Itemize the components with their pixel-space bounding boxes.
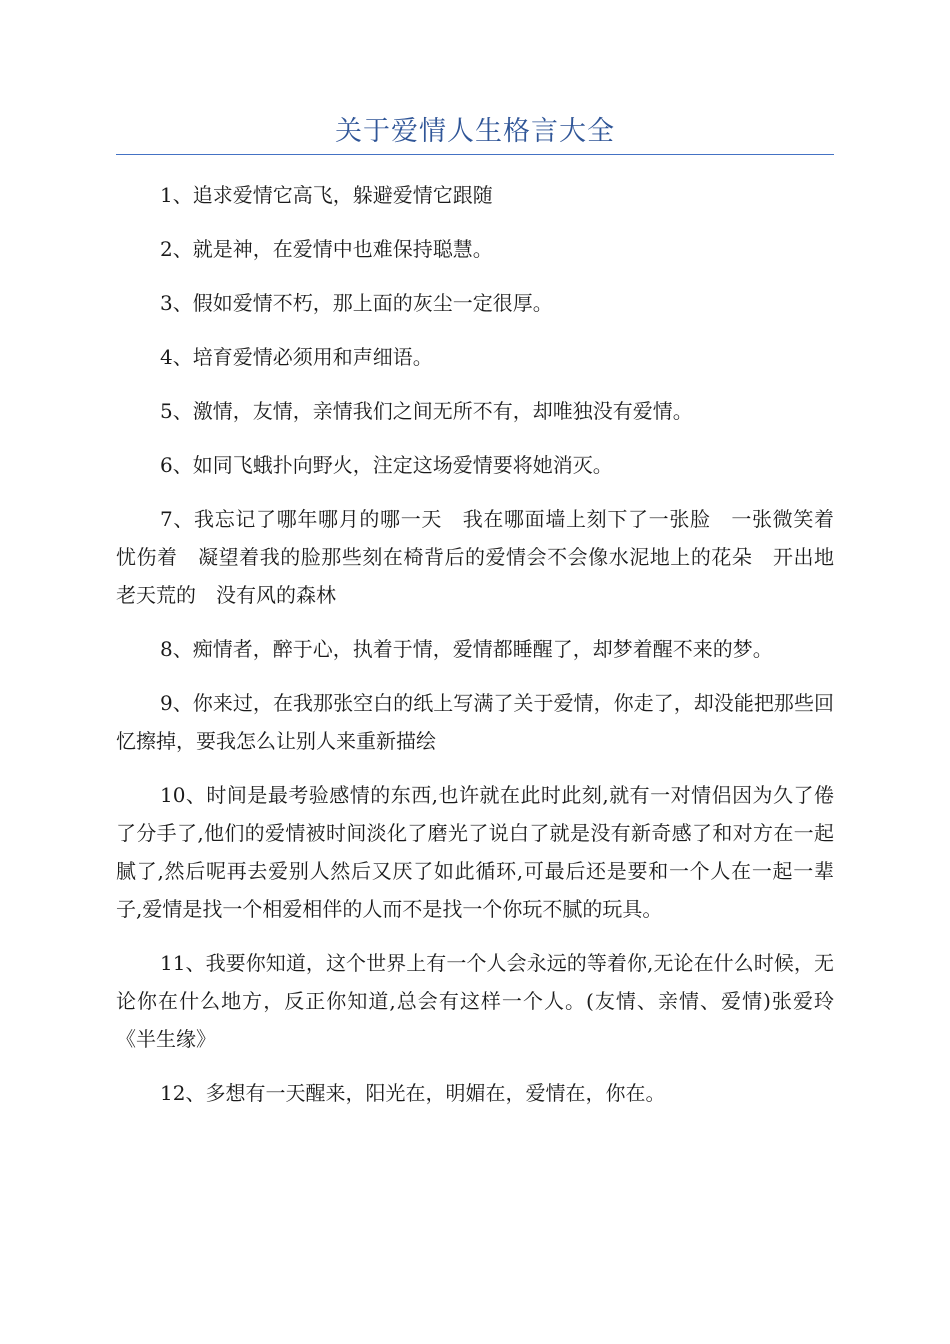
title-underline: [116, 154, 834, 155]
quote-paragraph-8: 8、痴情者，醉于心，执着于情，爱情都睡醒了，却梦着醒不来的梦。: [160, 637, 773, 661]
document-title: 关于爱情人生格言大全: [335, 116, 615, 147]
quote-paragraph-5: 5、激情，友情，亲情我们之间无所不有，却唯独没有爱情。: [160, 399, 693, 423]
quote-paragraph-1: 1、追求爱情它高飞，躲避爱情它跟随: [160, 183, 493, 207]
quote-paragraph-3: 3、假如爱情不朽，那上面的灰尘一定很厚。: [160, 291, 553, 315]
quote-paragraph-2: 2、就是神，在爱情中也难保持聪慧。: [160, 237, 493, 261]
quote-paragraph-6: 6、如同飞蛾扑向野火，注定这场爱情要将她消灭。: [160, 453, 613, 477]
quote-paragraph-7: 7、我忘记了哪年哪月的哪一天 我在哪面墙上刻下了一张脸 一张微笑着 忧伤着 凝望着我的脸那些刻在椅背后的爱情会不会像水泥地上的花朵 开出地老天荒的 没有风的森林: [116, 507, 854, 607]
quote-paragraph-11: 11、我要你知道，这个世界上有一个人会永远的等着你,无论在什么时候，无论你在什么地方，反正你知道,总会有这样一个人。(友情、亲情、爱情)张爱玲《半生缘》: [116, 951, 834, 1051]
quote-paragraph-10: 10、时间是最考验感情的东西,也许就在此时此刻,就有一对情侣因为久了倦了分手了,他们的爱情被时间淡化了磨光了说白了就是没有新奇感了和对方在一起腻了,然后呢再去爱别人然后又厌了如此循环,可最后还是要和一个人在一起一辈子,爱情是找一个相爱相伴的人而不是找一个你玩不腻的玩具。: [116, 783, 834, 921]
quote-paragraph-9: 9、你来过，在我那张空白的纸上写满了关于爱情，你走了，却没能把那些回忆擦掉，要我怎么让别人来重新描绘: [116, 691, 834, 753]
quote-paragraph-12: 12、多想有一天醒来，阳光在，明媚在，爱情在，你在。: [160, 1081, 666, 1105]
quote-paragraph-4: 4、培育爱情必须用和声细语。: [160, 345, 433, 369]
document-body: [116, 176, 854, 1128]
